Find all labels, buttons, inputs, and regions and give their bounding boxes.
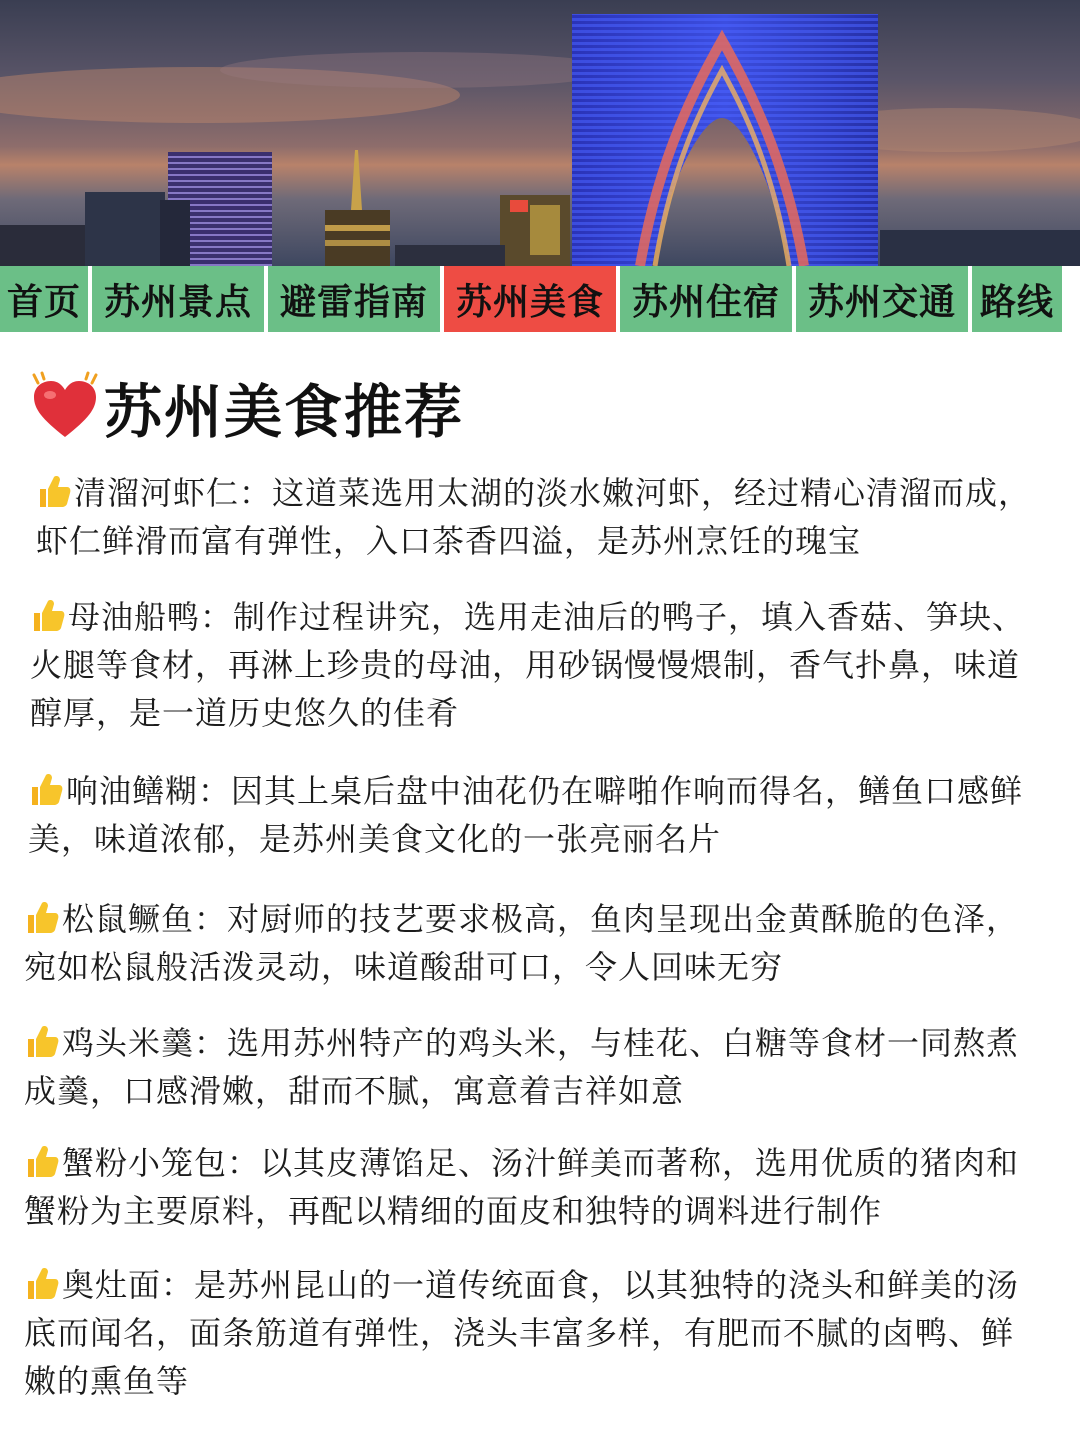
section-heading <box>30 365 464 449</box>
tab-pitfall-guide[interactable]: 避雷指南 <box>268 266 440 332</box>
food-text: 母油船鸭：制作过程讲究，选用走油后的鸭子，填入香菇、笋块、火腿等食材，再淋上珍贵的母油，用砂锅慢慢煨制，香气扑鼻，味道醇厚，是一道历史悠久的佳肴 <box>30 598 1026 732</box>
food-item-gorgon-soup <box>24 1019 1024 1115</box>
food-text: 清溜河虾仁：这道菜选用太湖的淡水嫩河虾，经过精心清溜而成，虾仁鲜滑而富有弹性，入口茶香四溢，是苏州烹饪的瑰宝 <box>36 474 1032 560</box>
thumbs-up-icon <box>28 771 64 807</box>
food-item-shrimp <box>36 469 1036 565</box>
tab-food[interactable]: 苏州美食 <box>444 266 616 332</box>
thumbs-up-icon <box>24 899 60 935</box>
food-item-duck <box>30 593 1030 737</box>
page-title: 苏州美食推荐 <box>104 378 465 446</box>
food-text: 奥灶面：是苏州昆山的一道传统面食，以其独特的浇头和鲜美的汤底而闻名，面条筋道有弹性，浇头丰富多样，有肥而不腻的卤鸭、鲜嫩的熏鱼等 <box>24 1266 1020 1400</box>
thumbs-up-icon <box>24 1265 60 1301</box>
thumbs-up-icon <box>24 1023 60 1059</box>
food-item-eel <box>28 767 1028 863</box>
food-text: 蟹粉小笼包：以其皮薄馅足、汤汁鲜美而著称，选用优质的猪肉和蟹粉为主要原料，再配以精细的面皮和独特的调料进行制作 <box>24 1144 1020 1230</box>
food-item-crab-buns <box>24 1139 1024 1235</box>
thumbs-up-icon <box>30 597 66 633</box>
heart-icon <box>30 371 100 443</box>
thumbs-up-icon <box>36 473 72 509</box>
food-text: 松鼠鳜鱼：对厨师的技艺要求极高，鱼肉呈现出金黄酥脆的色泽，宛如松鼠般活泼灵动，味道酸甜可口，令人回味无穷 <box>24 900 1020 986</box>
tab-home[interactable]: 首页 <box>0 266 88 332</box>
tab-attractions[interactable]: 苏州景点 <box>92 266 264 332</box>
hero-skyline-image <box>0 0 1080 266</box>
food-item-aozao-noodles <box>24 1261 1034 1405</box>
tab-routes[interactable]: 路线 <box>972 266 1062 332</box>
tab-transport[interactable]: 苏州交通 <box>796 266 968 332</box>
food-item-mandarin-fish <box>24 895 1024 991</box>
category-tab-bar <box>0 266 1080 332</box>
food-text: 鸡头米羹：选用苏州特产的鸡头米，与桂花、白糖等食材一同熬煮成羹，口感滑嫩，甜而不腻，寓意着吉祥如意 <box>24 1024 1020 1110</box>
food-text: 响油鳝糊：因其上桌后盘中油花仍在噼啪作响而得名，鳝鱼口感鲜美，味道浓郁，是苏州美食文化的一张亮丽名片 <box>28 772 1024 858</box>
tab-accommodation[interactable]: 苏州住宿 <box>620 266 792 332</box>
thumbs-up-icon <box>24 1143 60 1179</box>
